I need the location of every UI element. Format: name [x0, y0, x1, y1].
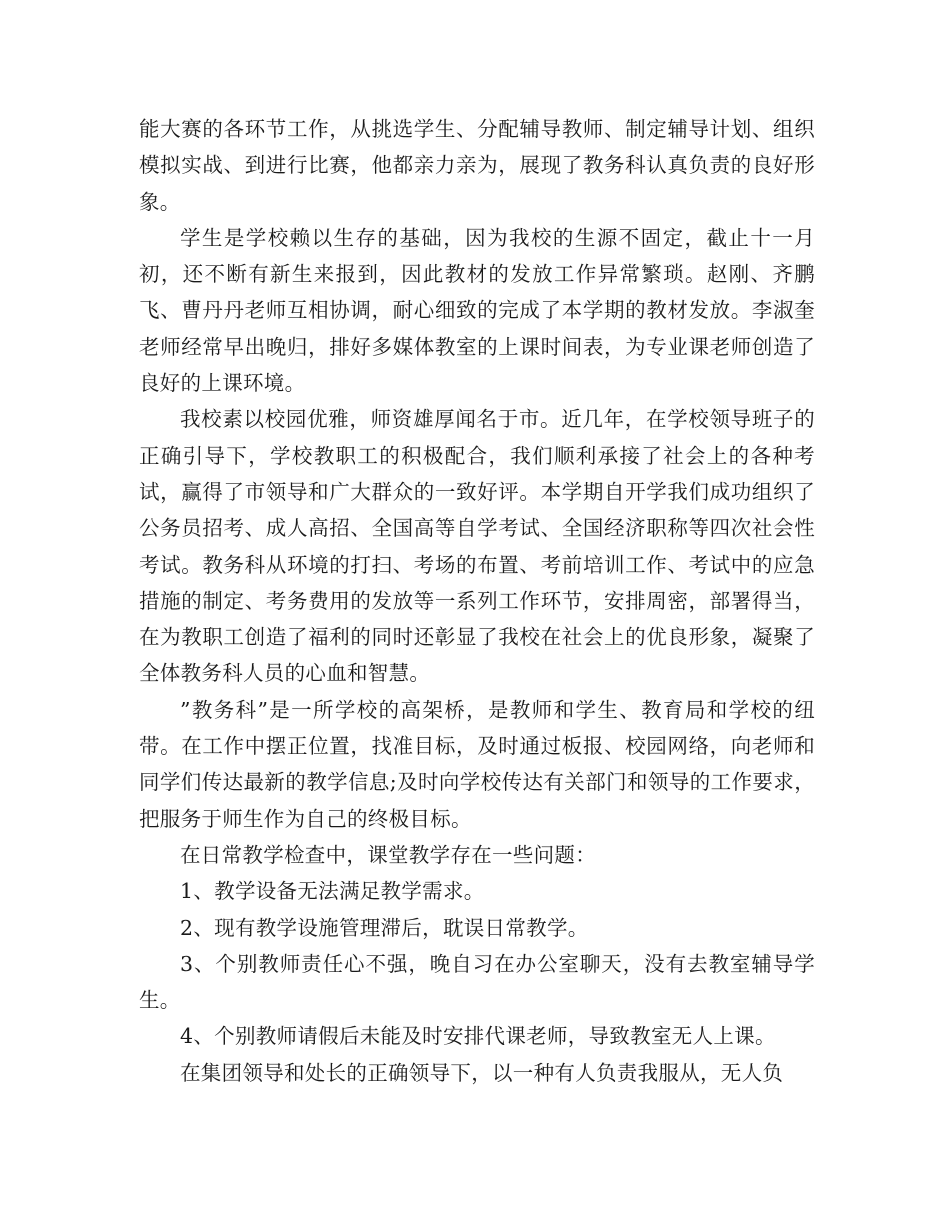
list-item-1: 1、教学设备无法满足教学需求。 — [180, 879, 485, 904]
list-item-2: 2、现有教学设施管理滞后，耽误日常教学。 — [180, 915, 589, 940]
paragraph-3: 我校素以校园优雅，师资雄厚闻名于市。近几年，在学校领导班子的正确引导下，学校教职工的积极配合，我们顺利承接了社会上的各种考试，赢得了市领导和广大群众的一致好评。本学期自开学我们成功组织了公务员招考、成人高招、全国高等自学考试、全国经济职称等四次社会性考试。教务科从环境的打扫、考场的布置、考前培训工作、考试中的应急措施的制定、考务费用的发放等一系列工作环节，安排周密，部署得当，在为教职工创造了福利的同时还彰显了我校在社会上的优良形象，凝聚了全体教务科人员的心血和智慧。 — [139, 407, 815, 686]
paragraph-last: 在集团领导和处长的正确领导下，以一种有人负责我服从，无人负 — [180, 1060, 784, 1085]
list-item-3: 3、个别教师责任心不强，晚自习在办公室聊天，没有去教室辅导学生。 — [139, 951, 815, 1013]
document-body — [139, 111, 815, 1091]
paragraph-2: 学生是学校赖以生存的基础，因为我校的生源不固定，截止十一月初，还不断有新生来报到，因此教材的发放工作异常繁琐。赵刚、齐鹏飞、曹丹丹老师互相协调，耐心细致的完成了本学期的教材发放。李淑奎老师经常早出晚归，排好多媒体教室的上课时间表，为专业课老师创造了良好的上课环境。 — [139, 225, 815, 396]
paragraph-1: 能大赛的各环节工作，从挑选学生、分配辅导教师、制定辅导计划、组织模拟实战、到进行比赛，他都亲力亲为，展现了教务科认真负责的良好形象。 — [139, 117, 815, 214]
paragraph-5: 在日常教学检查中，课堂教学存在一些问题： — [180, 842, 596, 867]
paragraph-4: ”教务科”是一所学校的高架桥，是教师和学生、教育局和学校的纽带。在工作中摆正位置，找准目标，及时通过板报、校园网络，向老师和同学们传达最新的教学信息;及时向学校传达有关部门和领导的工作要求，把服务于师生作为自己的终极目标。 — [139, 697, 815, 831]
list-item-4: 4、个别教师请假后未能及时安排代课老师，导致教室无人上课。 — [180, 1024, 776, 1049]
